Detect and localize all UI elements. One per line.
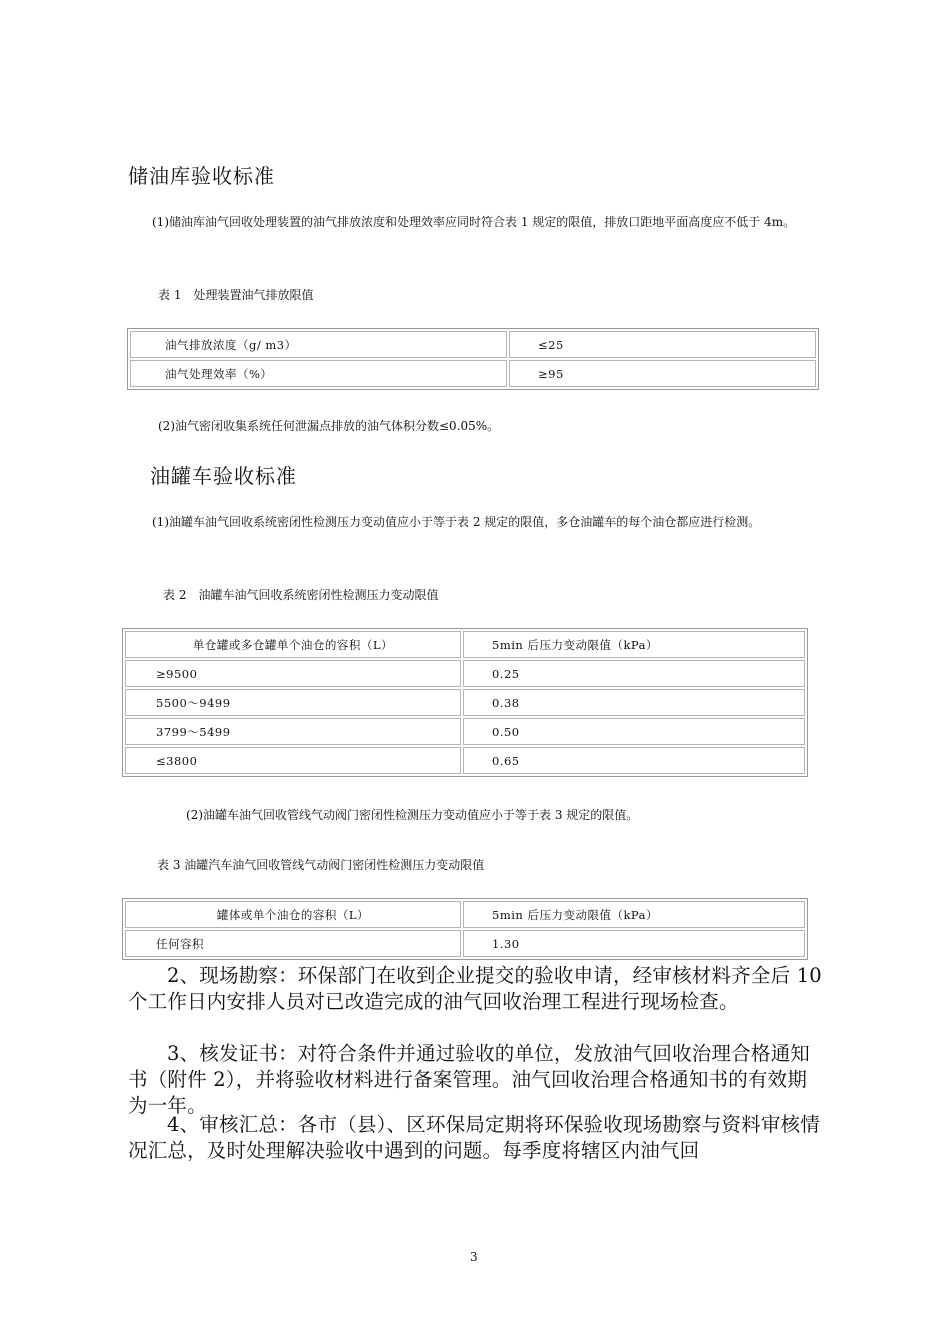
table-header-row <box>125 901 805 928</box>
table-3 <box>122 898 808 960</box>
table-header-cell: 单仓罐或多仓罐单个油仓的容积（L） <box>125 631 461 658</box>
page-number: 3 <box>470 1250 478 1264</box>
table-header-cell: 5min 后压力变动限值（kPa） <box>463 631 805 658</box>
body-item-2: 2、现场勘察：环保部门在收到企业提交的验收申请，经审核材料齐全后 10 个工作日内安排人员对已改造完成的油气回收治理工程进行现场检查。 <box>128 964 822 1013</box>
table-2 <box>122 628 808 777</box>
table-cell: ≥9500 <box>125 660 461 687</box>
table-cell: 1.30 <box>463 930 805 957</box>
table3-caption: 表 3 油罐汽车油气回收管线气动阀门密闭性检测压力变动限值 <box>157 858 485 872</box>
table-1 <box>127 328 819 390</box>
table-cell: ≤3800 <box>125 747 461 774</box>
table2-caption: 表 2 油罐车油气回收系统密闭性检测压力变动限值 <box>163 588 439 602</box>
table-row <box>130 360 816 387</box>
table-row <box>130 331 816 358</box>
table-cell: 0.50 <box>463 718 805 745</box>
table-cell: 5500～9499 <box>125 689 461 716</box>
table-row <box>125 660 805 687</box>
depot-paragraph-1: (1)储油库油气回收处理装置的油气排放浓度和处理效率应同时符合表 1 规定的限值，排放口距地平面高度应不低于 4m。 <box>152 215 796 229</box>
table-cell: ≥95 <box>509 360 816 387</box>
section-title-tanker: 油罐车验收标准 <box>150 464 297 488</box>
table-header-row <box>125 631 805 658</box>
table-cell: 任何容积 <box>125 930 461 957</box>
table-cell: ≤25 <box>509 331 816 358</box>
table-cell: 0.65 <box>463 747 805 774</box>
table-cell: 0.25 <box>463 660 805 687</box>
body-item-4: 4、审核汇总：各市（县）、区环保局定期将环保验收现场勘察与资料审核情况汇总，及时处理解决验收中遇到的问题。每季度将辖区内油气回 <box>128 1113 820 1162</box>
table-cell: 0.38 <box>463 689 805 716</box>
table-row <box>125 747 805 774</box>
table-row <box>125 930 805 957</box>
table-cell: 油气排放浓度（g/ m3） <box>130 331 507 358</box>
table-header-cell: 罐体或单个油仓的容积（L） <box>125 901 461 928</box>
table-header-cell: 5min 后压力变动限值（kPa） <box>463 901 805 928</box>
table-cell: 油气处理效率（%） <box>130 360 507 387</box>
table1-caption: 表 1 处理装置油气排放限值 <box>158 288 314 302</box>
table-row <box>125 718 805 745</box>
tanker-paragraph-2: (2)油罐车油气回收管线气动阀门密闭性检测压力变动值应小于等于表 3 规定的限值。 <box>186 808 639 822</box>
tanker-paragraph-1: (1)油罐车油气回收系统密闭性检测压力变动值应小于等于表 2 规定的限值，多仓油罐车的每个油仓都应进行检测。 <box>152 515 761 529</box>
section-title-depot: 储油库验收标准 <box>128 164 275 188</box>
table-cell: 3799～5499 <box>125 718 461 745</box>
depot-paragraph-2: (2)油气密闭收集系统任何泄漏点排放的油气体积分数≤0.05%。 <box>158 419 500 433</box>
table-row <box>125 689 805 716</box>
body-item-3: 3、核发证书：对符合条件并通过验收的单位，发放油气回收治理合格通知书（附件 2），并将验收材料进行备案管理。油气回收治理合格通知书的有效期为一年。 <box>128 1042 811 1117</box>
